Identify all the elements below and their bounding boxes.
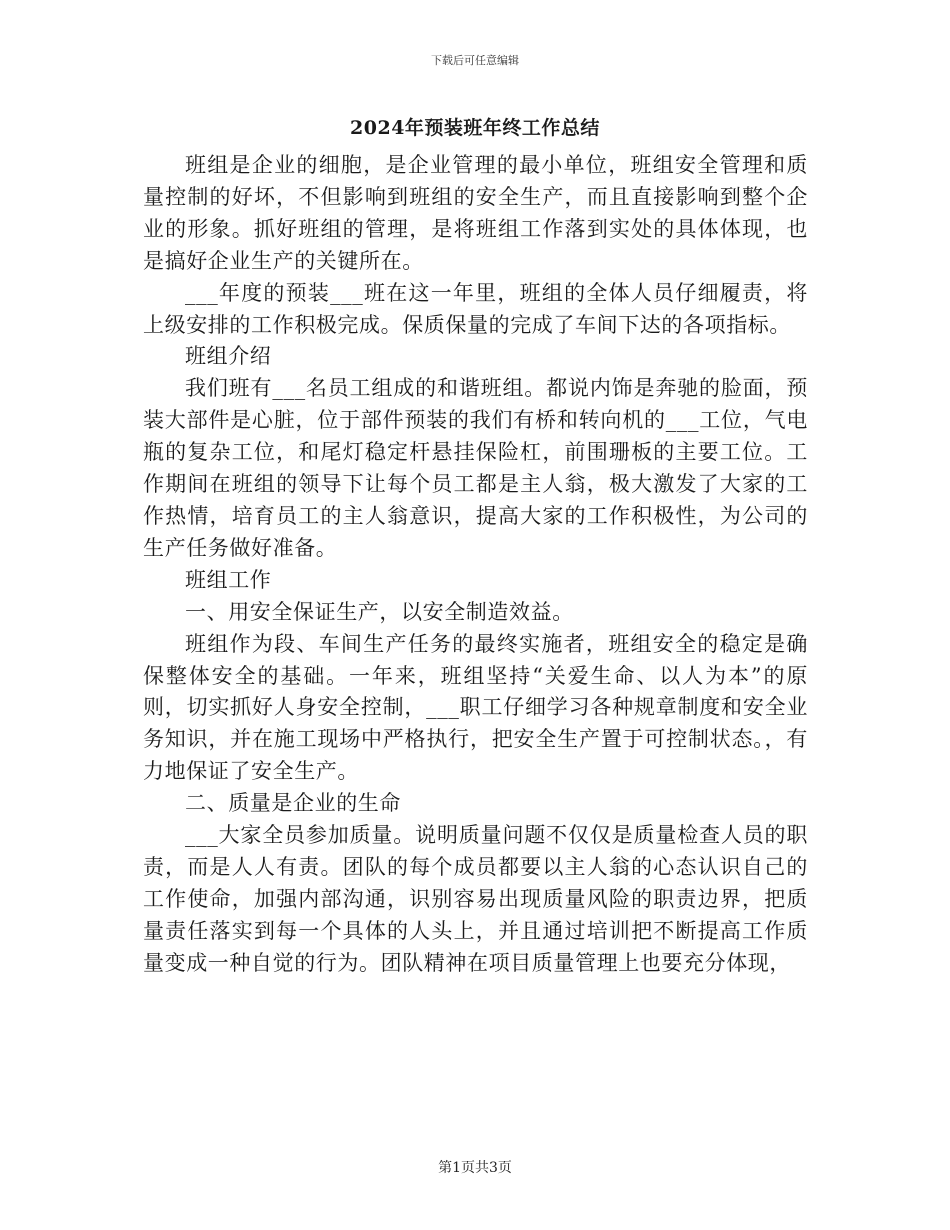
section-heading-team-work: 班组工作 (185, 567, 272, 592)
paragraph-team-intro: 我们班有___名员工组成的和谐班组。都说内饰是奔驰的脸面，预装大部件是心脏，位于部件预装的我们有桥和转向机的___工位，气电瓶的复杂工位，和尾灯稳定杆悬挂保险杠，前围珊板的主要工位。工作期间在班组的领导下让每个员工都是主人翁，极大激发了大家的工作热情，培育员工的主人翁意识，提高大家的工作积极性，为公司的生产任务做好准备。 (143, 376, 808, 560)
paragraph-safety: 班组作为段、车间生产任务的最终实施者，班组安全的稳定是确保整体安全的基础。一年来，班组坚持“关爱生命、以人为本”的原则，切实抓好人身安全控制，___职工仔细学习各种规章制度和安全业务知识，并在施工现场中严格执行，把安全生产置于可控制状态。，有力地保证了安全生产。 (143, 631, 808, 784)
subheading-quality: 二、质量是企业的生命 (185, 791, 401, 816)
header-note: 下载后可任意编辑 (431, 54, 519, 67)
paragraph-intro: 班组是企业的细胞，是企业管理的最小单位，班组安全管理和质量控制的好坏，不但影响到班组的安全生产，而且直接影响到整个企业的形象。抓好班组的管理，是将班组工作落到实处的具体体现，也是搞好企业生产的关键所在。 (143, 153, 808, 273)
paragraph-year-summary: ___年度的预装___班在这一年里，班组的全体人员仔细履责，将上级安排的工作积极完成。保质保量的完成了车间下达的各项指标。 (143, 280, 808, 337)
page-footer: 第1页共3页 (438, 1160, 512, 1176)
section-heading-team-intro: 班组介绍 (185, 344, 272, 369)
subheading-safety: 一、用安全保证生产，以安全制造效益。 (185, 599, 574, 624)
document-title: 2024年预装班年终工作总结 (350, 117, 600, 139)
paragraph-quality: ___大家全员参加质量。说明质量问题不仅仅是质量检查人员的职责，而是人人有责。团队的每个成员都要以主人翁的心态认识自己的工作使命，加强内部沟通，识别容易出现质量风险的职责边界，把质量责任落实到每一个具体的人头上，并且通过培训把不断提高工作质量变成一种自觉的行为。团队精神在项目质量管理上也要充分体现， (143, 823, 808, 975)
document-body (143, 150, 808, 980)
